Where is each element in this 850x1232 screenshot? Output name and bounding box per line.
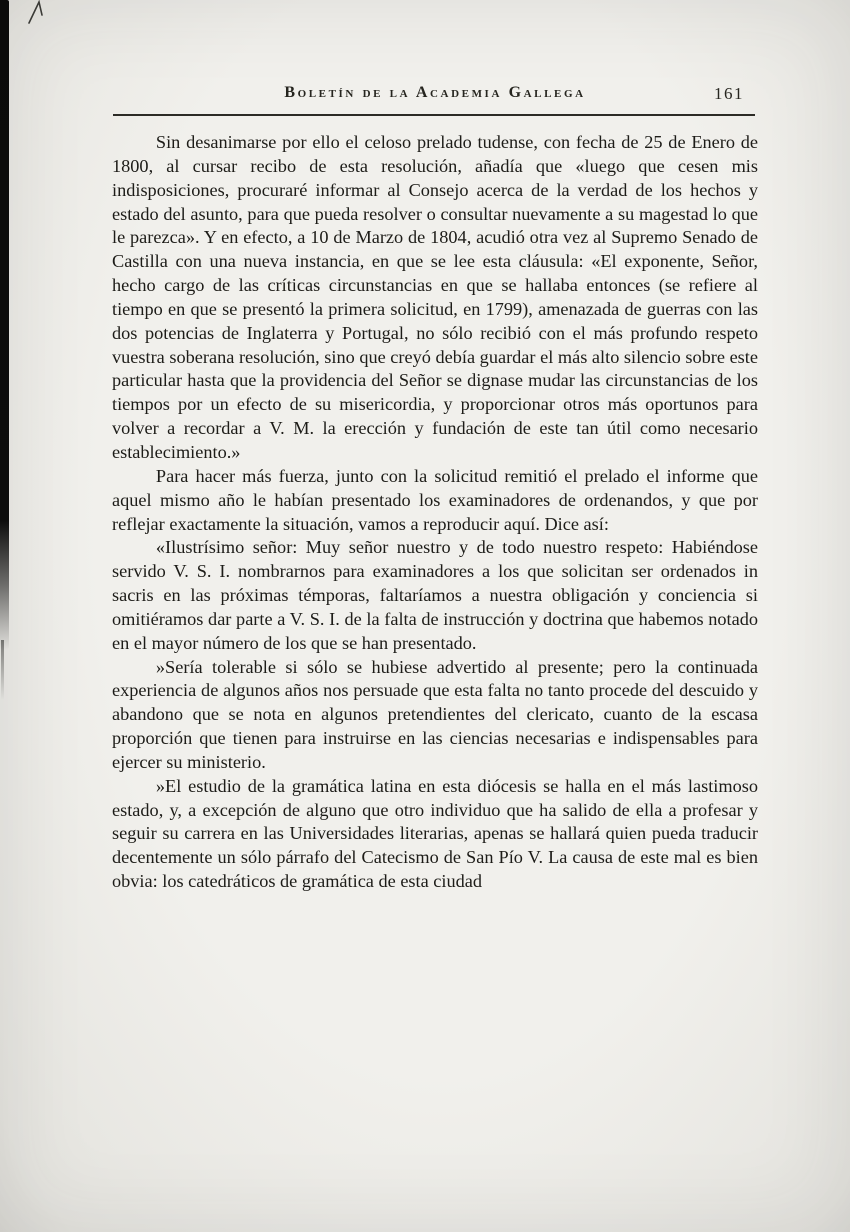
handwritten-mark (24, 0, 58, 26)
page-text (112, 131, 758, 894)
journal-title: Boletín de la Academia Gallega (284, 84, 586, 101)
paragraph: »El estudio de la gramática latina en esta diócesis se halla en el más lastimoso estado, y, a excepción de alguno que otro individuo que ha salido de ella a profesar y seguir su carrera en las Universidades literarias, apenas se hallará quien pueda traducir decentemente un sólo párrafo del Catecismo de San Pío V. La causa de este mal es bien obvia: los catedráticos de gramática de esta ciudad (112, 775, 758, 892)
page-number: 161 (714, 84, 744, 103)
paragraph: Sin desanimarse por ello el celoso prelado tudense, con fecha de 25 de Enero de 1800, al cursar recibo de esta resolución, añadía que «luego que cesen mis indisposiciones, procuraré informar al Consejo acerca de la verdad de los hechos y estado del asunto, para que pueda resolver o consultar nuevamente a su magestad lo que le parezca». Y en efecto, a 10 de Marzo de 1804, acudió otra vez al Supremo Senado de Castilla con una nueva instancia, en que se lee esta cláusula: «El exponente, Señor, hecho cargo de las críticas circunstancias en que se hallaba entonces (se refiere al tiempo en que se presentó la primera solicitud, en 1799), amenazada de guerras con las dos potencias de Inglaterra y Portugal, no sólo recibió con el más profundo respeto vuestra soberana resolución, sino que creyó debía guardar el más alto silencio sobre este particular hasta que la providencia del Señor se dignase mudar las circunstancias de los tiempos por un efecto de su misericordia, y proporcionar otros más oportunos para volver a recordar a V. M. la erección y fundación de este tan útil como necesario establecimiento.» (112, 132, 758, 462)
paragraph: Para hacer más fuerza, junto con la solicitud remitió el prelado el informe que aquel mismo año le habían presentado los examinadores de ordenandos, y que por reflejar exactamente la situación, vamos a reproducir aquí. Dice así: (112, 465, 758, 534)
header-rule (113, 114, 755, 116)
binding-shadow (0, 0, 9, 650)
page-header (112, 84, 758, 110)
paragraph: »Sería tolerable si sólo se hubiese advertido al presente; pero la continuada experiencia de algunos años nos persuade que esta falta no tanto procede del descuido y abandono que se nota en algunos pretendientes del clericato, cuanto de la escasa proporción que tienen para instruirse en las ciencias necesarias e indispensables para ejercer su ministerio. (112, 656, 758, 772)
paragraph: «Ilustrísimo señor: Muy señor nuestro y de todo nuestro respeto: Habiéndose servido V. S. I. nombrarnos para examinadores a los que solicitan ser ordenados in sacris en las próximas témporas, faltaríamos a nuestra obligación y conciencia si omitiéramos dar parte a V. S. I. de la falta de instrucción y doctrina que habemos notado en el mayor número de los que se han presentado. (112, 537, 758, 653)
